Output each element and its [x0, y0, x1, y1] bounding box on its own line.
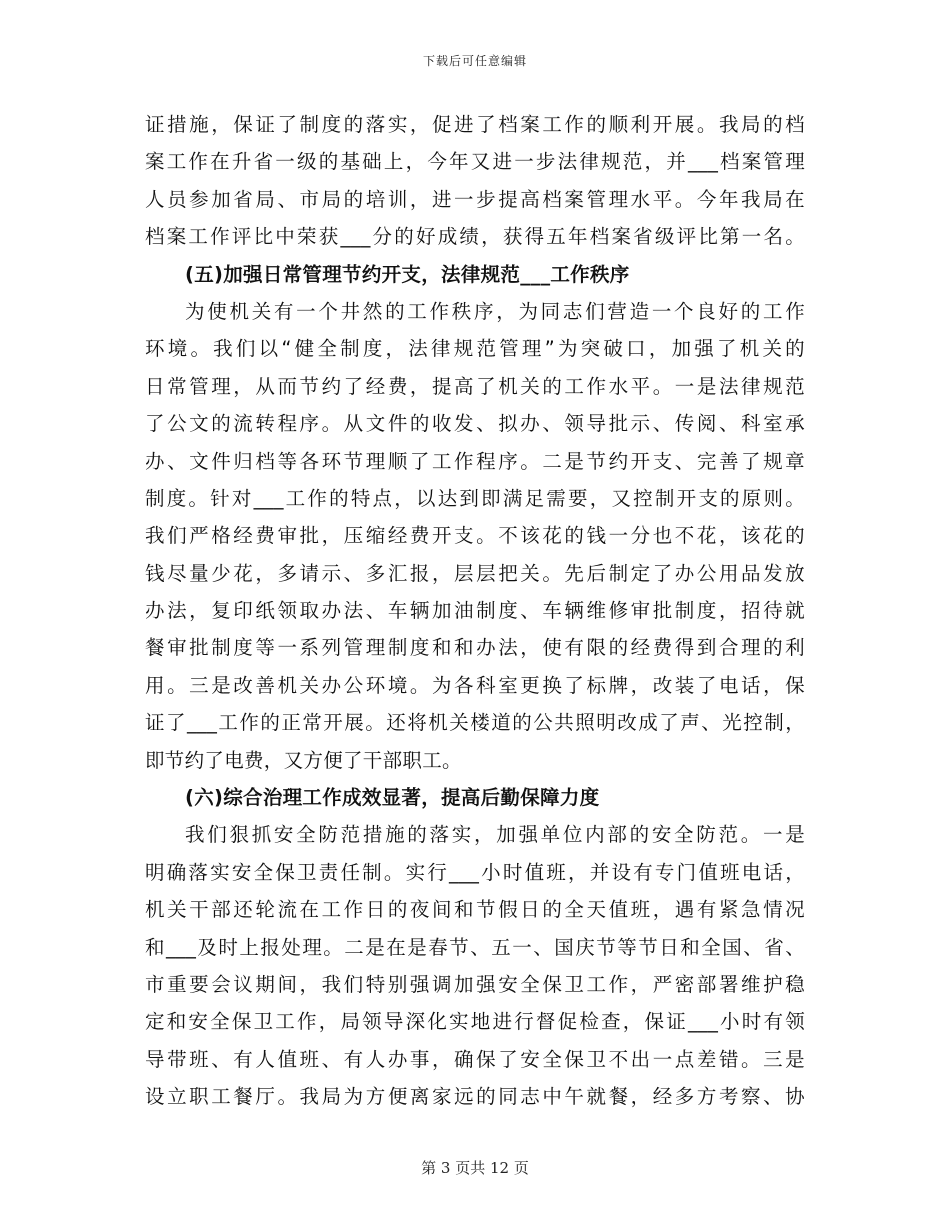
body-line: 证了___工作的正常开展。还将机关楼道的公共照明改成了声、光控制，: [145, 711, 805, 735]
body-line: 用。三是改善机关办公环境。为各科室更换了标牌，改装了电话，保: [145, 673, 805, 697]
body-line: 导带班、有人值班、有人办事，确保了安全保卫不出一点差错。三是: [145, 1047, 805, 1071]
page-number: 第 3 页共 12 页: [421, 1159, 529, 1177]
body-line: 定和安全保卫工作，局领导深化实地进行督促检查，保证___小时有领: [145, 1010, 805, 1034]
body-line: 档案工作评比中荣获___分的好成绩，获得五年档案省级评比第一名。: [145, 225, 805, 249]
body-line: 证措施，保证了制度的落实，促进了档案工作的顺利开展。我局的档: [145, 113, 805, 136]
body-line: 制度。针对___工作的特点，以达到即满足需要，又控制开支的原则。: [145, 486, 805, 510]
body-line: 人员参加省局、市局的培训，进一步提高档案管理水平。今年我局在: [145, 187, 805, 211]
section-heading: (五)加强日常管理节约开支，法律规范___工作秩序: [185, 262, 630, 286]
document-body: [145, 106, 805, 1116]
body-line: 我们狠抓安全防范措施的落实，加强单位内部的安全防范。一是: [185, 823, 805, 847]
body-line: 为使机关有一个井然的工作秩序，为同志们营造一个良好的工作: [185, 299, 805, 323]
body-line: 市重要会议期间，我们特别强调加强安全保卫工作，严密部署维护稳: [145, 972, 805, 996]
body-line: 设立职工餐厅。我局为方便离家远的同志中午就餐，经多方考察、协: [145, 1085, 805, 1109]
body-line: 环境。我们以“健全制度，法律规范管理”为突破口，加强了机关的: [145, 337, 805, 361]
body-line: 了公文的流转程序。从文件的收发、拟办、领导批示、传阅、科室承: [145, 412, 805, 436]
section-heading: (六)综合治理工作成效显著，提高后勤保障力度: [185, 786, 600, 810]
body-line: 即节约了电费，又方便了干部职工。: [145, 748, 462, 772]
body-line: 机关干部还轮流在工作日的夜间和节假日的全天值班，遇有紧急情况: [145, 898, 805, 922]
page-header: 下载后可任意编辑: [422, 54, 527, 68]
body-line: 明确落实安全保卫责任制。实行___小时值班，并设有专门值班电话，: [145, 860, 805, 884]
body-line: 我们严格经费审批，压缩经费开支。不该花的钱一分也不花，该花的: [145, 524, 805, 548]
body-line: 办法，复印纸领取办法、车辆加油制度、车辆维修审批制度，招待就: [145, 599, 805, 623]
body-line: 日常管理，从而节约了经费，提高了机关的工作水平。一是法律规范: [145, 374, 805, 398]
body-line: 和___及时上报处理。二是在是春节、五一、国庆节等节日和全国、省、: [145, 935, 805, 959]
body-line: 餐审批制度等一系列管理制度和和办法，使有限的经费得到合理的利: [145, 636, 805, 660]
body-line: 办、文件归档等各环节理顺了工作程序。二是节约开支、完善了规章: [145, 449, 805, 473]
body-line: 钱尽量少花，多请示、多汇报，层层把关。先后制定了办公用品发放: [145, 561, 805, 585]
body-line: 案工作在升省一级的基础上，今年又进一步法律规范，并___档案管理: [145, 150, 805, 174]
